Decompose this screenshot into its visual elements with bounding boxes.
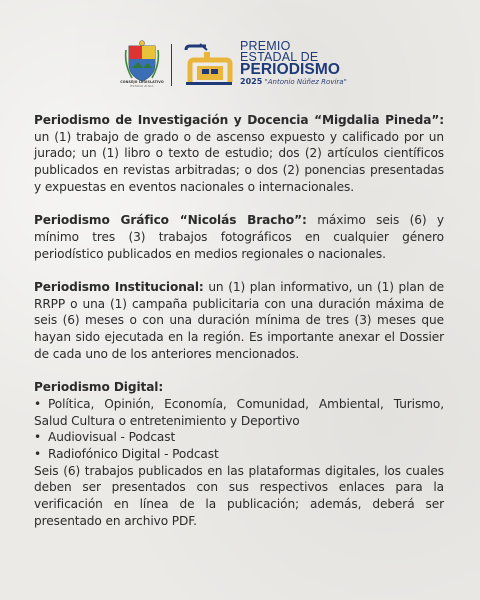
section-grafico: [34, 212, 444, 262]
section-title: Periodismo Gráfico “Nicolás Bracho”:: [34, 213, 307, 228]
bullet-text: Política, Opinión, Economía, Comunidad, Ambiental, Turismo, Salud Cultura o entretenimiento y Deportivo: [34, 396, 444, 428]
bullet-text: Radiofónico Digital - Podcast: [48, 447, 219, 462]
document-body: [34, 112, 444, 530]
award-line-periodismo: PERIODISMO: [240, 61, 341, 78]
bullet-dot: •: [34, 396, 42, 411]
award-line-estadal: ESTADAL DE: [240, 50, 319, 64]
header-logos: [120, 39, 356, 90]
section-title: Periodismo de Investigación y Docencia “Migdalia Pineda”:: [34, 113, 444, 127]
seal-subcaption: ESTADO ZULIA: [130, 84, 154, 88]
section-body: un (1) plan informativo, un (1) plan de RRPP o una (1) campaña publicitaria con una duración máxima de seis (6) meses o con una duración mínima de tres (3) meses que hayan sido ejecutada en la región. Es importante anexar el Dossier de cada uno de los anteriores mencionados.: [34, 280, 444, 361]
section-digital: [34, 379, 444, 529]
award-wordmark: [240, 41, 360, 87]
section-body: máximo seis (6) y mínimo tres (3) trabajos fotográficos en cualquier género periodístico publicados en medios regionales o nacionales.: [34, 213, 445, 261]
award-honoree: "Antonio Núñez Rovira": [264, 78, 347, 86]
bullet-item: [34, 429, 444, 446]
section-investigacion: [34, 112, 444, 196]
state-seal-logo: [124, 40, 160, 84]
logo-divider: [171, 44, 172, 86]
bullet-dot: •: [34, 430, 42, 445]
award-line-year-name: [240, 77, 360, 87]
bullet-item: [34, 396, 444, 429]
bullet-dot: •: [34, 447, 42, 462]
press-camera-icon: [182, 42, 234, 86]
seal-caption: CONSEJO LEGISLATIVO: [120, 80, 164, 84]
bullet-text: Audiovisual - Podcast: [48, 430, 176, 445]
digital-closing-text: Seis (6) trabajos publicados en las plataformas digitales, los cuales deben ser presentados con sus respectivos enlaces para la verificación en línea de la publicación; además, deberá ser presentado en archivo PDF.: [34, 463, 444, 528]
section-title: Periodismo Digital:: [34, 380, 164, 395]
section-title: Periodismo Institucional:: [34, 280, 204, 294]
section-body: un (1) trabajo de grado o de ascenso expuesto y calificado por un jurado; un (1) libro o texto de estudio; dos (2) artículos científicos publicados en revistas arbitradas; o dos (2) ponencias presentadas y expuestas en eventos nacionales o internacionales.: [34, 129, 444, 194]
bullet-item: [34, 446, 444, 463]
award-line-premio: PREMIO: [240, 39, 291, 53]
award-year: 2025: [240, 77, 263, 86]
section-institucional: [34, 279, 444, 363]
